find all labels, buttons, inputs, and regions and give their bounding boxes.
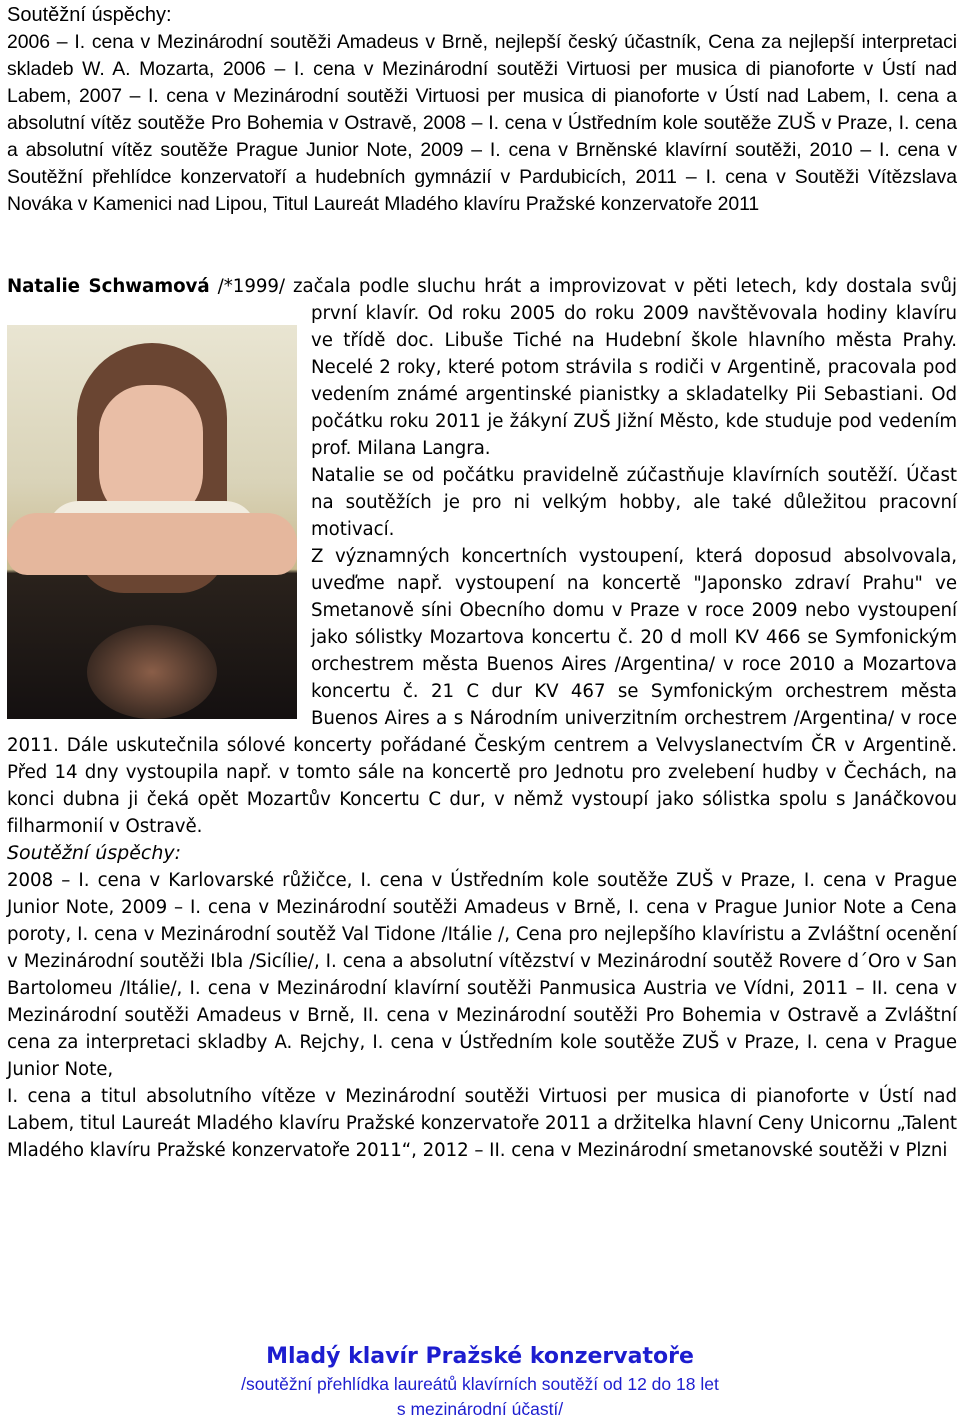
achievements-2006-2011: 2006 – I. cena v Mezinárodní soutěži Amadeus v Brně, nejlepší český účastník, Cena za nejlepší interpretaci skladeb W. A. Mozarta, 2006 – I. cena v Mezinárodní soutěži Virtuosi per musica di pianoforte v Ústí nad Labem, 2007 – I. cena v Mezinárodní soutěži Virtuosi per musica di pianoforte v Ústí nad Labem, I. cena a absolutní vítěz soutěže Pro Bohemia v Ostravě, 2008 – I. cena v Ústředním kole soutěže ZUŠ v Praze, I. cena a absolutní vítěz soutěže Prague Junior Note, 2009 – I. cena v Brněnské klavírní soutěži, 2010 – I. cena v Soutěžní přehlídce konzervatoří a hudebních gymnázií v Pardubicích, 2011 – I. cena v Soutěži Vítězslava Nováka v Kamenici nad Lipou, Titul Laureát Mladého klavíru Pražské konzervatoře 2011 <box>7 31 957 215</box>
bio-concerts-paragraph: Z významných koncertních vystoupení, která doposud absolvovala, uveďme např. vystoupení na koncertě "Japonsko zdraví Prahu" ve Smetanově síni Obecního domu v Praze v roce 2009 nebo vystoupení jako sólistky Mozartova koncertu č. 20 d moll KV 466 se Symfonickým orchestrem města Buenos Aires /Argentina/ v roce 2010 a Mozartova koncertu č. 21 C dur KV 467 se Symfonickým orchestrem města Buenos Aires a s Národním univerzitním orchestrem /Argentina/ v roce 2011. Dále uskutečnila sólové koncerty pořádané Českým centrem a Velvyslanectvím ČR v Argentině. Před 14 dny vystoupila např. v tomto sále na koncertě pro Jednotu pro zvelebení hudby v Čechách, na konci dubna ji čeká opět Mozartův Koncertu C dur, v němž vystoupí jako sólistka spolu s Janáčkovou filharmonií v Ostravě. <box>7 546 957 837</box>
achievements-2011-2012: I. cena a titul absolutního vítěze v Mezinárodní soutěži Virtuosi per musica di pianoforte v Ústí nad Labem, titul Laureát Mladého klavíru Pražské konzervatoře 2011 a držitelka hlavní Ceny Unicornu „Talent Mladého klavíru Pražské konzervatoře 2011“, 2012 – II. cena v Mezinárodní smetanovské soutěži v Plzni <box>7 1086 957 1161</box>
footer-subtitle-line1: /soutěžní přehlídka laureátů klavírních soutěží od 12 do 18 let <box>241 1374 719 1394</box>
achievements-2008-2012: 2008 – I. cena v Karlovarské růžičce, I. cena v Ústředním kole soutěže ZUŠ v Praze, I. cena v Prague Junior Note, 2009 – I. cena v Mezinárodní soutěži Amadeus v Brně, I. cena v Prague Junior Note a Cena poroty, I. cena v Mezinárodní soutěž Val Tidone /Itálie /, Cena pro nejlepšího klavíristu a Zvláštní ocenění v Mezinárodní soutěži Ibla /Sicílie/, I. cena a absolutní vítězství v Mezinárodní soutěž Rovere d´Oro v San Bartolomeu /Itálie/, I. cena v Mezinárodní klavírní soutěži Panmusica Austria ve Vídni, 2011 – II. cena v Mezinárodní soutěži Amadeus v Brně, II. cena v Mezinárodní soutěži Pro Bohemia v Ostravě a Zvláštní cena za interpretaci skladby A. Rejchy, I. cena v Ústředním kole soutěže ZUŠ v Praze, I. cena v Prague Junior Note, <box>7 870 957 1080</box>
document-flow <box>7 0 957 1164</box>
achievements-heading-2006: Soutěžní úspěchy: <box>7 4 172 26</box>
student-name: Natalie Schwamová <box>7 276 210 297</box>
portrait-photo <box>7 325 297 719</box>
achievements-heading-2008: Soutěžní úspěchy: <box>7 842 182 864</box>
footer-subtitle-line2: s mezinárodní účastí/ <box>396 1399 564 1419</box>
bio-competitions-paragraph: Natalie se od počátku pravidelně zúčastňuje klavírních soutěží. Účast na soutěžích je pro ni velkým hobby, ale také důležitou pracovní motivací. <box>311 465 957 540</box>
student-intro: /*1999/ začala podle sluchu hrát a improvizovat v pěti letech, kdy dostala svůj první klavír. Od roku 2005 do roku 2009 navštěvovala hodiny klavíru ve třídě doc. Libuše Tiché na Hudební škole hlavního města Prahy. Necelé 2 roky, které potom strávila s rodiči v Argentině, pracovala pod vedením známé argentinské pianistky a skladatelky Pii Sebastiani. Od počátku roku 2011 je žákyní ZUŠ Jižní Město, kde studuje pod vedením prof. Milana Langra. <box>209 276 957 459</box>
footer-title: Mladý klavír Pražské konzervatoře <box>266 1344 694 1369</box>
